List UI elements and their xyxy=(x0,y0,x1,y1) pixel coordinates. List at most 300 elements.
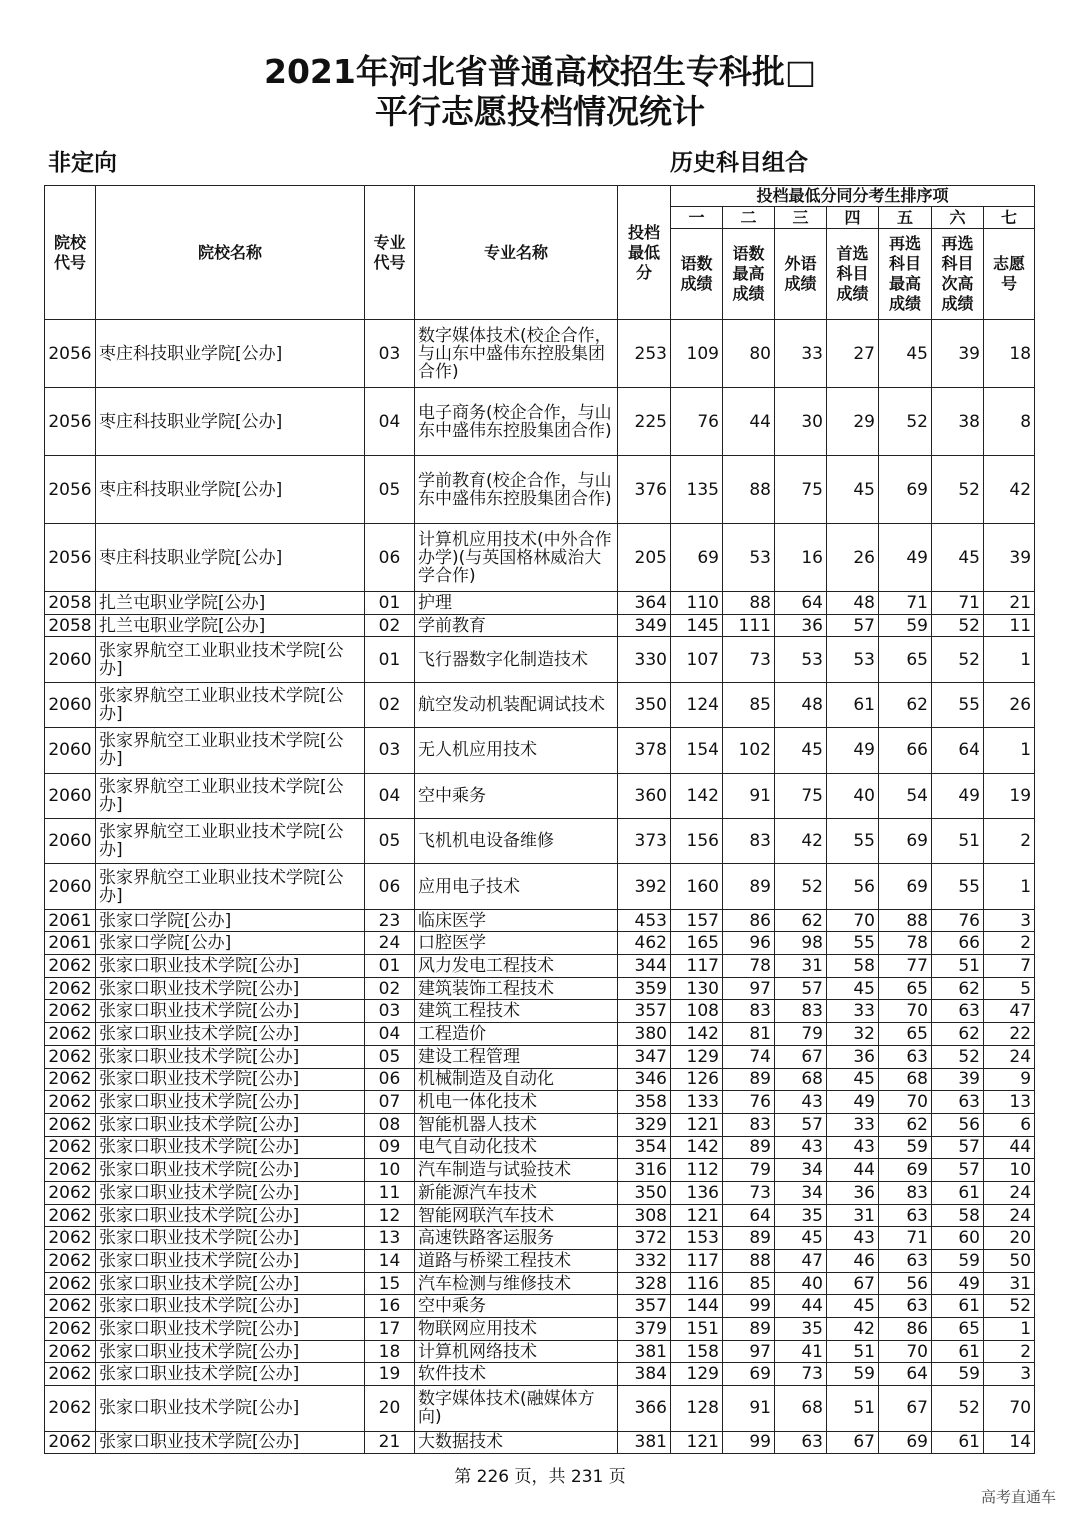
cell-order-value: 43 xyxy=(775,1136,827,1159)
cell-order-value: 57 xyxy=(775,977,827,1000)
cell-major-name: 无人机应用技术 xyxy=(415,728,618,773)
cell-order-value: 52 xyxy=(932,456,984,524)
cell-school-code: 2061 xyxy=(45,932,96,955)
cell-order-value: 11 xyxy=(984,614,1035,637)
cell-order-value: 64 xyxy=(775,592,827,615)
cell-major-name: 飞机机电设备维修 xyxy=(415,818,618,863)
cell-order-value: 67 xyxy=(879,1386,932,1431)
cell-order-value: 83 xyxy=(879,1181,932,1204)
cell-school-code: 2056 xyxy=(45,524,96,592)
table-row xyxy=(45,637,1035,682)
cell-school-code: 2062 xyxy=(45,1295,96,1318)
cell-school-name: 张家口职业技术学院[公办] xyxy=(96,1227,365,1250)
cell-min-score: 350 xyxy=(618,682,671,727)
cell-order-value: 88 xyxy=(879,909,932,932)
cell-order-value: 24 xyxy=(984,1204,1035,1227)
cell-order-value: 75 xyxy=(775,773,827,818)
cell-order-value: 154 xyxy=(671,728,723,773)
cell-order-value: 44 xyxy=(775,1295,827,1318)
cell-order-value: 99 xyxy=(723,1431,775,1454)
cell-major-code: 08 xyxy=(365,1113,415,1136)
cell-order-value: 68 xyxy=(879,1068,932,1091)
cell-major-code: 13 xyxy=(365,1227,415,1250)
cell-order-value: 49 xyxy=(827,728,879,773)
cell-school-code: 2056 xyxy=(45,456,96,524)
cell-major-code: 02 xyxy=(365,614,415,637)
cell-min-score: 381 xyxy=(618,1431,671,1454)
cell-min-score: 328 xyxy=(618,1272,671,1295)
cell-major-code: 04 xyxy=(365,388,415,456)
cell-major-code: 04 xyxy=(365,773,415,818)
cell-order-value: 36 xyxy=(827,1181,879,1204)
cell-school-code: 2060 xyxy=(45,637,96,682)
cell-min-score: 453 xyxy=(618,909,671,932)
subject-group-label: 历史科目组合 xyxy=(670,150,808,176)
cell-order-value: 157 xyxy=(671,909,723,932)
cell-order-value: 32 xyxy=(827,1023,879,1046)
cell-order-value: 117 xyxy=(671,1250,723,1273)
cell-order-value: 41 xyxy=(775,1340,827,1363)
table-row xyxy=(45,1159,1035,1182)
cell-order-value: 44 xyxy=(827,1159,879,1182)
cell-order-value: 61 xyxy=(932,1295,984,1318)
cell-major-code: 01 xyxy=(365,955,415,978)
cell-order-value: 62 xyxy=(932,1023,984,1046)
header-order-number: 五 xyxy=(879,207,932,229)
cell-order-value: 96 xyxy=(723,932,775,955)
cell-min-score: 329 xyxy=(618,1113,671,1136)
cell-order-value: 1 xyxy=(984,1318,1035,1341)
cell-school-code: 2060 xyxy=(45,864,96,909)
table-row xyxy=(45,524,1035,592)
cell-order-value: 40 xyxy=(827,773,879,818)
cell-school-name: 张家口职业技术学院[公办] xyxy=(96,1045,365,1068)
cell-order-value: 61 xyxy=(932,1181,984,1204)
table-row xyxy=(45,1023,1035,1046)
cell-major-name: 数字媒体技术(融媒体方向) xyxy=(415,1386,618,1431)
cell-order-value: 89 xyxy=(723,1318,775,1341)
cell-order-value: 33 xyxy=(775,320,827,388)
cell-order-value: 14 xyxy=(984,1431,1035,1454)
cell-min-score: 392 xyxy=(618,864,671,909)
cell-major-code: 04 xyxy=(365,1023,415,1046)
cell-order-value: 110 xyxy=(671,592,723,615)
cell-order-value: 49 xyxy=(827,1091,879,1114)
cell-order-value: 59 xyxy=(827,1363,879,1386)
cell-order-value: 46 xyxy=(827,1250,879,1273)
cell-school-name: 张家口职业技术学院[公办] xyxy=(96,1181,365,1204)
cell-school-code: 2062 xyxy=(45,1000,96,1023)
header-order-item: 首选科目成绩 xyxy=(827,229,879,320)
cell-order-value: 121 xyxy=(671,1113,723,1136)
cell-order-value: 53 xyxy=(723,524,775,592)
cell-order-value: 67 xyxy=(775,1045,827,1068)
cell-order-value: 144 xyxy=(671,1295,723,1318)
cell-major-code: 17 xyxy=(365,1318,415,1341)
cell-order-value: 69 xyxy=(879,818,932,863)
cell-school-name: 张家界航空工业职业技术学院[公办] xyxy=(96,818,365,863)
admission-table xyxy=(44,185,1035,1454)
table-row xyxy=(45,977,1035,1000)
cell-school-code: 2062 xyxy=(45,1113,96,1136)
cell-school-name: 张家口职业技术学院[公办] xyxy=(96,1204,365,1227)
cell-order-value: 89 xyxy=(723,864,775,909)
cell-major-code: 06 xyxy=(365,864,415,909)
cell-order-value: 51 xyxy=(827,1386,879,1431)
header-school-name: 院校名称 xyxy=(96,186,365,320)
cell-major-code: 03 xyxy=(365,1000,415,1023)
cell-order-value: 80 xyxy=(723,320,775,388)
table-row xyxy=(45,388,1035,456)
cell-major-name: 飞行器数字化制造技术 xyxy=(415,637,618,682)
cell-school-code: 2058 xyxy=(45,614,96,637)
cell-order-value: 7 xyxy=(984,955,1035,978)
table-row xyxy=(45,682,1035,727)
cell-order-value: 88 xyxy=(723,1250,775,1273)
cell-min-score: 346 xyxy=(618,1068,671,1091)
cell-min-score: 358 xyxy=(618,1091,671,1114)
cell-school-code: 2062 xyxy=(45,1091,96,1114)
cell-order-value: 56 xyxy=(879,1272,932,1295)
cell-major-name: 机电一体化技术 xyxy=(415,1091,618,1114)
table-row xyxy=(45,909,1035,932)
cell-order-value: 31 xyxy=(827,1204,879,1227)
cell-major-name: 汽车检测与维修技术 xyxy=(415,1272,618,1295)
cell-school-code: 2060 xyxy=(45,818,96,863)
cell-order-value: 1 xyxy=(984,864,1035,909)
cell-min-score: 372 xyxy=(618,1227,671,1250)
cell-order-value: 57 xyxy=(775,1113,827,1136)
cell-order-value: 60 xyxy=(932,1227,984,1250)
cell-order-value: 36 xyxy=(827,1045,879,1068)
cell-school-name: 张家口职业技术学院[公办] xyxy=(96,977,365,1000)
cell-order-value: 24 xyxy=(984,1045,1035,1068)
cell-min-score: 349 xyxy=(618,614,671,637)
cell-order-value: 142 xyxy=(671,773,723,818)
cell-school-name: 张家界航空工业职业技术学院[公办] xyxy=(96,728,365,773)
cell-order-value: 78 xyxy=(879,932,932,955)
cell-order-value: 69 xyxy=(879,864,932,909)
cell-order-value: 69 xyxy=(723,1363,775,1386)
cell-major-code: 19 xyxy=(365,1363,415,1386)
cell-order-value: 64 xyxy=(723,1204,775,1227)
cell-order-value: 59 xyxy=(932,1363,984,1386)
cell-order-value: 53 xyxy=(827,637,879,682)
cell-school-code: 2062 xyxy=(45,955,96,978)
cell-major-code: 02 xyxy=(365,682,415,727)
cell-order-value: 64 xyxy=(932,728,984,773)
cell-order-value: 2 xyxy=(984,932,1035,955)
cell-min-score: 378 xyxy=(618,728,671,773)
cell-order-value: 61 xyxy=(932,1431,984,1454)
cell-order-value: 49 xyxy=(932,1272,984,1295)
cell-order-value: 47 xyxy=(984,1000,1035,1023)
cell-order-value: 20 xyxy=(984,1227,1035,1250)
header-order-item: 外语成绩 xyxy=(775,229,827,320)
cell-order-value: 19 xyxy=(984,773,1035,818)
cell-major-code: 12 xyxy=(365,1204,415,1227)
cell-order-value: 27 xyxy=(827,320,879,388)
cell-major-name: 大数据技术 xyxy=(415,1431,618,1454)
cell-order-value: 29 xyxy=(827,388,879,456)
cell-major-name: 智能网联汽车技术 xyxy=(415,1204,618,1227)
cell-order-value: 70 xyxy=(827,909,879,932)
cell-order-value: 49 xyxy=(879,524,932,592)
cell-order-value: 71 xyxy=(879,592,932,615)
cell-order-value: 36 xyxy=(775,614,827,637)
cell-school-name: 张家口学院[公办] xyxy=(96,932,365,955)
cell-major-name: 智能机器人技术 xyxy=(415,1113,618,1136)
cell-school-code: 2058 xyxy=(45,592,96,615)
cell-major-name: 软件技术 xyxy=(415,1363,618,1386)
header-order-item: 志愿号 xyxy=(984,229,1035,320)
cell-order-value: 52 xyxy=(932,637,984,682)
cell-order-value: 116 xyxy=(671,1272,723,1295)
cell-order-value: 62 xyxy=(775,909,827,932)
cell-school-name: 张家口职业技术学院[公办] xyxy=(96,1000,365,1023)
cell-min-score: 357 xyxy=(618,1000,671,1023)
table-row xyxy=(45,1045,1035,1068)
cell-order-value: 66 xyxy=(879,728,932,773)
cell-order-value: 63 xyxy=(775,1431,827,1454)
cell-order-value: 107 xyxy=(671,637,723,682)
cell-major-name: 机械制造及自动化 xyxy=(415,1068,618,1091)
cell-order-value: 40 xyxy=(775,1272,827,1295)
cell-major-code: 07 xyxy=(365,1091,415,1114)
cell-order-value: 2 xyxy=(984,1340,1035,1363)
cell-school-name: 张家口职业技术学院[公办] xyxy=(96,1431,365,1454)
table-row xyxy=(45,1295,1035,1318)
cell-major-name: 道路与桥梁工程技术 xyxy=(415,1250,618,1273)
cell-order-value: 39 xyxy=(984,524,1035,592)
cell-order-value: 3 xyxy=(984,1363,1035,1386)
header-order-number: 二 xyxy=(723,207,775,229)
cell-major-name: 建设工程管理 xyxy=(415,1045,618,1068)
cell-order-value: 43 xyxy=(827,1227,879,1250)
cell-order-value: 67 xyxy=(827,1431,879,1454)
table-row xyxy=(45,1136,1035,1159)
cell-order-value: 50 xyxy=(984,1250,1035,1273)
cell-order-value: 76 xyxy=(723,1091,775,1114)
cell-major-name: 物联网应用技术 xyxy=(415,1318,618,1341)
cell-order-value: 26 xyxy=(984,682,1035,727)
cell-order-value: 56 xyxy=(932,1113,984,1136)
cell-school-code: 2062 xyxy=(45,1431,96,1454)
header-order-number: 一 xyxy=(671,207,723,229)
cell-order-value: 44 xyxy=(723,388,775,456)
header-order-number: 六 xyxy=(932,207,984,229)
cell-school-code: 2062 xyxy=(45,1136,96,1159)
cell-order-value: 64 xyxy=(879,1363,932,1386)
cell-order-value: 128 xyxy=(671,1386,723,1431)
cell-order-value: 9 xyxy=(984,1068,1035,1091)
cell-major-name: 电子商务(校企合作，与山东中盛伟东控股集团合作) xyxy=(415,388,618,456)
cell-order-value: 45 xyxy=(879,320,932,388)
cell-order-value: 133 xyxy=(671,1091,723,1114)
cell-school-code: 2060 xyxy=(45,682,96,727)
cell-school-name: 张家界航空工业职业技术学院[公办] xyxy=(96,637,365,682)
cell-order-value: 65 xyxy=(932,1318,984,1341)
cell-order-value: 59 xyxy=(879,1136,932,1159)
cell-order-value: 35 xyxy=(775,1204,827,1227)
cell-order-value: 62 xyxy=(879,1113,932,1136)
cell-order-value: 165 xyxy=(671,932,723,955)
cell-order-value: 31 xyxy=(775,955,827,978)
cell-order-value: 129 xyxy=(671,1045,723,1068)
cell-order-value: 26 xyxy=(827,524,879,592)
cell-order-value: 45 xyxy=(827,1068,879,1091)
cell-min-score: 381 xyxy=(618,1340,671,1363)
cell-order-value: 111 xyxy=(723,614,775,637)
cell-school-name: 枣庄科技职业学院[公办] xyxy=(96,456,365,524)
cell-order-value: 16 xyxy=(775,524,827,592)
cell-order-value: 70 xyxy=(879,1340,932,1363)
cell-order-value: 91 xyxy=(723,1386,775,1431)
cell-order-value: 130 xyxy=(671,977,723,1000)
cell-major-code: 03 xyxy=(365,728,415,773)
cell-order-value: 54 xyxy=(879,773,932,818)
cell-order-value: 1 xyxy=(984,637,1035,682)
cell-order-value: 129 xyxy=(671,1363,723,1386)
cell-order-value: 42 xyxy=(827,1318,879,1341)
cell-school-name: 张家口学院[公办] xyxy=(96,909,365,932)
cell-major-code: 18 xyxy=(365,1340,415,1363)
cell-order-value: 52 xyxy=(932,614,984,637)
cell-order-value: 69 xyxy=(879,1431,932,1454)
cell-major-name: 空中乘务 xyxy=(415,773,618,818)
header-order-number: 四 xyxy=(827,207,879,229)
cell-order-value: 52 xyxy=(775,864,827,909)
cell-order-value: 69 xyxy=(671,524,723,592)
header-tiebreak-group: 投档最低分同分考生排序项 xyxy=(671,186,1035,207)
cell-order-value: 48 xyxy=(827,592,879,615)
cell-school-name: 张家界航空工业职业技术学院[公办] xyxy=(96,773,365,818)
table-row xyxy=(45,1000,1035,1023)
cell-order-value: 51 xyxy=(932,818,984,863)
table-row xyxy=(45,728,1035,773)
cell-order-value: 142 xyxy=(671,1136,723,1159)
cell-min-score: 253 xyxy=(618,320,671,388)
cell-order-value: 76 xyxy=(671,388,723,456)
cell-school-name: 张家口职业技术学院[公办] xyxy=(96,1023,365,1046)
cell-order-value: 88 xyxy=(723,592,775,615)
cell-school-code: 2056 xyxy=(45,320,96,388)
cell-order-value: 22 xyxy=(984,1023,1035,1046)
cell-order-value: 59 xyxy=(879,614,932,637)
cell-major-code: 06 xyxy=(365,1068,415,1091)
cell-order-value: 45 xyxy=(827,977,879,1000)
cell-order-value: 33 xyxy=(827,1000,879,1023)
table-row xyxy=(45,1363,1035,1386)
cell-order-value: 63 xyxy=(932,1091,984,1114)
cell-order-value: 65 xyxy=(879,637,932,682)
cell-min-score: 344 xyxy=(618,955,671,978)
cell-order-value: 71 xyxy=(879,1227,932,1250)
cell-order-value: 102 xyxy=(723,728,775,773)
cell-order-value: 8 xyxy=(984,388,1035,456)
cell-school-name: 张家界航空工业职业技术学院[公办] xyxy=(96,864,365,909)
cell-order-value: 83 xyxy=(723,1000,775,1023)
cell-order-value: 153 xyxy=(671,1227,723,1250)
cell-school-name: 张家口职业技术学院[公办] xyxy=(96,1295,365,1318)
cell-order-value: 73 xyxy=(775,1363,827,1386)
cell-order-value: 85 xyxy=(723,682,775,727)
cell-school-code: 2062 xyxy=(45,1159,96,1182)
cell-order-value: 45 xyxy=(827,456,879,524)
table-row xyxy=(45,932,1035,955)
cell-order-value: 88 xyxy=(723,456,775,524)
cell-order-value: 1 xyxy=(984,728,1035,773)
cell-order-value: 34 xyxy=(775,1159,827,1182)
cell-min-score: 373 xyxy=(618,818,671,863)
cell-order-value: 126 xyxy=(671,1068,723,1091)
cell-school-code: 2056 xyxy=(45,388,96,456)
cell-min-score: 205 xyxy=(618,524,671,592)
cell-order-value: 62 xyxy=(879,682,932,727)
table-row xyxy=(45,1431,1035,1454)
cell-order-value: 156 xyxy=(671,818,723,863)
cell-order-value: 33 xyxy=(827,1113,879,1136)
header-order-item: 再选科目最高成绩 xyxy=(879,229,932,320)
cell-school-code: 2062 xyxy=(45,1068,96,1091)
cell-major-code: 05 xyxy=(365,456,415,524)
header-order-number: 三 xyxy=(775,207,827,229)
cell-order-value: 65 xyxy=(879,1023,932,1046)
cell-order-value: 51 xyxy=(932,955,984,978)
cell-order-value: 68 xyxy=(775,1068,827,1091)
cell-min-score: 354 xyxy=(618,1136,671,1159)
cell-school-name: 枣庄科技职业学院[公办] xyxy=(96,524,365,592)
cell-order-value: 86 xyxy=(723,909,775,932)
cell-min-score: 380 xyxy=(618,1023,671,1046)
header-order-item: 再选科目次高成绩 xyxy=(932,229,984,320)
cell-order-value: 52 xyxy=(932,1386,984,1431)
cell-order-value: 75 xyxy=(775,456,827,524)
cell-order-value: 63 xyxy=(879,1295,932,1318)
cell-major-code: 24 xyxy=(365,932,415,955)
cell-major-name: 工程造价 xyxy=(415,1023,618,1046)
cell-min-score: 462 xyxy=(618,932,671,955)
cell-order-value: 135 xyxy=(671,456,723,524)
cell-order-value: 53 xyxy=(775,637,827,682)
table-row xyxy=(45,818,1035,863)
cell-major-name: 数字媒体技术(校企合作，与山东中盛伟东控股集团合作) xyxy=(415,320,618,388)
cell-order-value: 83 xyxy=(723,1113,775,1136)
cell-school-code: 2061 xyxy=(45,909,96,932)
cell-order-value: 151 xyxy=(671,1318,723,1341)
cell-order-value: 97 xyxy=(723,1340,775,1363)
cell-order-value: 89 xyxy=(723,1136,775,1159)
cell-order-value: 21 xyxy=(984,592,1035,615)
table-row xyxy=(45,592,1035,615)
cell-order-value: 71 xyxy=(932,592,984,615)
cell-order-value: 2 xyxy=(984,818,1035,863)
cell-major-code: 01 xyxy=(365,592,415,615)
cell-school-code: 2062 xyxy=(45,1318,96,1341)
cell-major-name: 建筑装饰工程技术 xyxy=(415,977,618,1000)
table-row xyxy=(45,1250,1035,1273)
cell-school-name: 张家口职业技术学院[公办] xyxy=(96,1113,365,1136)
cell-major-code: 11 xyxy=(365,1181,415,1204)
cell-min-score: 332 xyxy=(618,1250,671,1273)
cell-order-value: 52 xyxy=(932,1045,984,1068)
cell-order-value: 59 xyxy=(932,1250,984,1273)
cell-order-value: 5 xyxy=(984,977,1035,1000)
table-row xyxy=(45,955,1035,978)
cell-order-value: 70 xyxy=(879,1000,932,1023)
cell-school-code: 2062 xyxy=(45,1272,96,1295)
cell-order-value: 13 xyxy=(984,1091,1035,1114)
